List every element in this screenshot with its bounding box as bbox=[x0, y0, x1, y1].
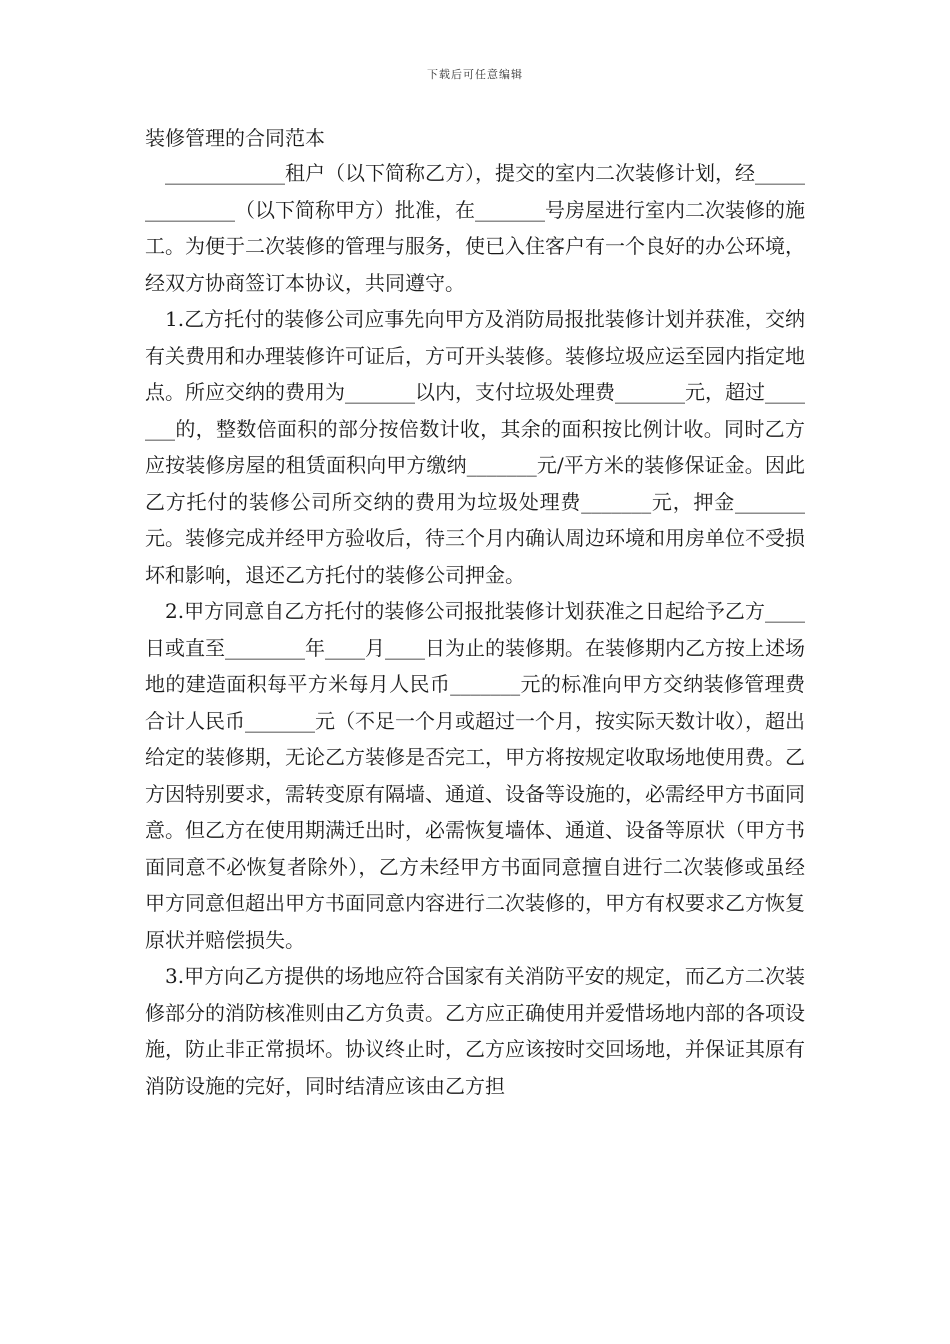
document-body bbox=[145, 155, 805, 1104]
paragraph-clause-3: 3.甲方向乙方提供的场地应符合国家有关消防平安的规定，而乙方二次装修部分的消防核准则由乙方负责。乙方应正确使用并爱惜场地内部的各项设施，防止非正常损坏。协议终止时，乙方应该按时交回场地，并保证其原有消防设施的完好，同时结清应该由乙方担 bbox=[145, 964, 805, 1098]
paragraph-clause-1: 1.乙方托付的装修公司应事先向甲方及消防局报批装修计划并获准，交纳有关费用和办理装修许可证后，方可开头装修。装修垃圾应运至园内指定地点。所应交纳的费用为_______以内，支付垃圾处理费_______元，超过_______的，整数倍面积的部分按倍数计收，其余的面积按比例计收。同时乙方应按装修房屋的租赁面积向甲方缴纳_______元/平方米的装修保证金。因此乙方托付的装修公司所交纳的费用为垃圾处理费_______元，押金_______元。装修完成并经甲方验收后，待三个月内确认周边环境和用房单位不受损坏和影响，退还乙方托付的装修公司押金。 bbox=[145, 307, 805, 587]
document-title: 装修管理的合同范本 bbox=[145, 126, 325, 150]
page-header-note: 下载后可任意编辑 bbox=[427, 68, 523, 81]
paragraph-intro: ____________租户（以下简称乙方），提交的室内二次装修计划，经______________（以下简称甲方）批准，在_______号房屋进行室内二次装修的施工。为便于二次装修的管理与服务，使已入住客户有一个良好的办公环境，经双方协商签订本协议，共同遵守。 bbox=[145, 161, 805, 295]
paragraph-clause-2: 2.甲方同意自乙方托付的装修公司报批装修计划获准之日起给予乙方____日或直至________年____月____日为止的装修期。在装修期内乙方按上述场地的建造面积每平方米每月人民币_______元的标准向甲方交纳装修管理费合计人民币_______元（不足一个月或超过一个月，按实际天数计收），超出给定的装修期，无论乙方装修是否完工，甲方将按规定收取场地使用费。乙方因特别要求，需转变原有隔墙、通道、设备等设施的，必需经甲方书面同意。但乙方在使用期满迁出时，必需恢复墙体、通道、设备等原状（甲方书面同意不必恢复者除外），乙方未经甲方书面同意擅自进行二次装修或虽经甲方同意但超出甲方书面同意内容进行二次装修的，甲方有权要求乙方恢复原状并赔偿损失。 bbox=[145, 599, 805, 952]
